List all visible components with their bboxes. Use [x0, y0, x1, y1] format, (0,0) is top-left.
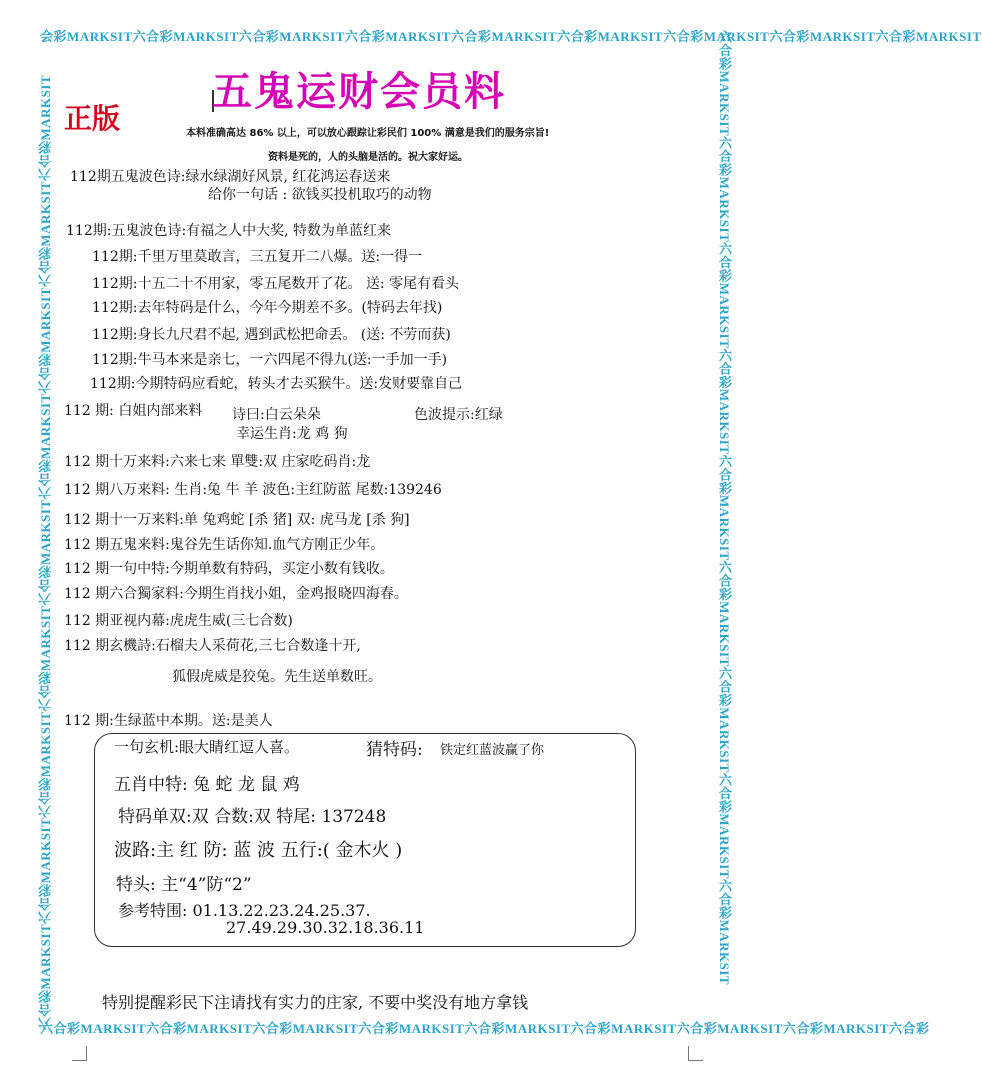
box-line: 一句玄机:眼大睛红逗人喜。 [114, 738, 300, 756]
text-line: 112 期八万来料: 生肖:兔 牛 羊 波色:主红防蓝 尾数:139246 [64, 482, 442, 498]
border-bottom: 六合彩MARKSIT六合彩MARKSIT六合彩MARKSIT六合彩MARKSIT六合彩MARKSIT六合彩MARKSIT六合彩MARKSIT六合彩MARKSIT六合彩 [40, 1021, 930, 1036]
box-line: 27.49.29.30.32.18.36.11 [226, 918, 425, 937]
border-top: 会彩MARKSIT六合彩MARKSIT六合彩MARKSIT六合彩MARKSIT六合彩MARKSIT六合彩MARKSIT六合彩MARKSIT六合彩MARKSIT六合彩MARKSIT [40, 29, 982, 44]
slogan-1: 本料准确高达 86% 以上，可以放心跟踪让彩民们 100% 满意是我们的服务宗旨! [186, 128, 550, 139]
text-line: 给你一句话 : 欲钱买投机取巧的动物 [208, 187, 432, 203]
crop-mark [72, 1046, 87, 1061]
text-line: 112 期亚视内幕:虎虎生威(三七合数) [64, 613, 293, 629]
text-line: 112 期五鬼来料:鬼谷先生话你知.血气方刚正少年。 [64, 537, 385, 553]
box-line: 五肖中特: 兔 蛇 龙 鼠 鸡 [114, 775, 300, 795]
text-line: 色波提示:红绿 [414, 407, 503, 423]
text-line: 112 期十一万来料:单 兔鸡蛇 [杀 猪] 双: 虎马龙 [杀 狗] [64, 512, 410, 528]
box-line: 特头: 主“4”防“2” [116, 875, 252, 895]
slogan-2: 资料是死的，人的头脑是活的。祝大家好运。 [268, 152, 468, 163]
text-line: 112期:今期特码应看蛇，转头才去买猴牛。送:发财要靠自己 [90, 376, 463, 392]
text-line: 112期:十五二十不用家，零五尾数开了花。 送: 零尾有看头 [92, 276, 460, 292]
border-right: 六合彩MARKSIT六合彩MARKSIT六合彩MARKSIT六合彩MARKSIT六合彩MARKSIT六合彩MARKSIT六合彩MARKSIT六合彩MARKSIT六合彩MARKSIT [717, 30, 732, 986]
text-line: 112 期十万来料:六来七来 單雙:双 庄家吃码肖:龙 [64, 454, 371, 470]
text-line: 112期五鬼波色诗:绿水绿湖好风景, 红花鸿运春送来 [70, 169, 391, 185]
text-line: 112 期玄機詩:石榴夫人采荷花,三七合数逢十开, [64, 638, 361, 654]
crop-mark [688, 1046, 703, 1061]
text-line: 112 期六合獨家料:今期生肖找小姐，金鸡报晓四海春。 [64, 586, 408, 602]
text-line: 112期:身长九尺君不起, 遇到武松把命丢。 (送: 不劳而获) [92, 327, 451, 343]
text-line: 狐假虎威是狡兔。先生送单数旺。 [172, 669, 382, 685]
footer-note: 特别提醒彩民下注请找有实力的庄家, 不要中奖没有地方拿钱 [102, 993, 529, 1012]
text-line: 幸运生肖:龙 鸡 狗 [236, 426, 348, 442]
text-line: 112期:牛马本来是亲七，一六四尾不得九(送:一手加一手) [92, 352, 448, 368]
box-line: 猜特码: [366, 740, 423, 760]
border-left: 六合彩MARKSIT六合彩MARKSIT六合彩MARKSIT六合彩MARKSIT六合彩MARKSIT六合彩MARKSIT六合彩MARKSIT六合彩MARKSIT六合彩MARKSIT [38, 74, 53, 1030]
text-line: 112 期: 白姐内部来料 [64, 403, 203, 419]
genuine-badge: 正版 [64, 102, 121, 135]
text-line: 112 期一句中特:今期单数有特码，买定小数有钱收。 [64, 561, 394, 577]
text-line: 112期:五鬼波色诗:有福之人中大奖, 特数为单蓝红来 [66, 223, 392, 239]
box-line: 特码单双:双 合数:双 特尾: 137248 [118, 807, 387, 827]
box-line: 铁定红蓝波赢了你 [440, 743, 545, 758]
page-title: 五鬼运财会员料 [212, 69, 506, 115]
box-line: 波路:主 红 防: 蓝 波 五行:( 金木火 ) [114, 840, 403, 861]
text-line: 112期:去年特码是什么，今年今期差不多。(特码去年找) [92, 300, 443, 316]
text-line: 112期:千里万里莫敢言，三五复开二八爆。送:一得一 [92, 249, 423, 265]
text-line: 诗曰:白云朵朵 [232, 407, 321, 423]
text-line: 112 期:生绿蓝中本期。送:是美人 [64, 713, 273, 729]
box-line: 参考特围: 01.13.22.23.24.25.37. [118, 901, 371, 920]
